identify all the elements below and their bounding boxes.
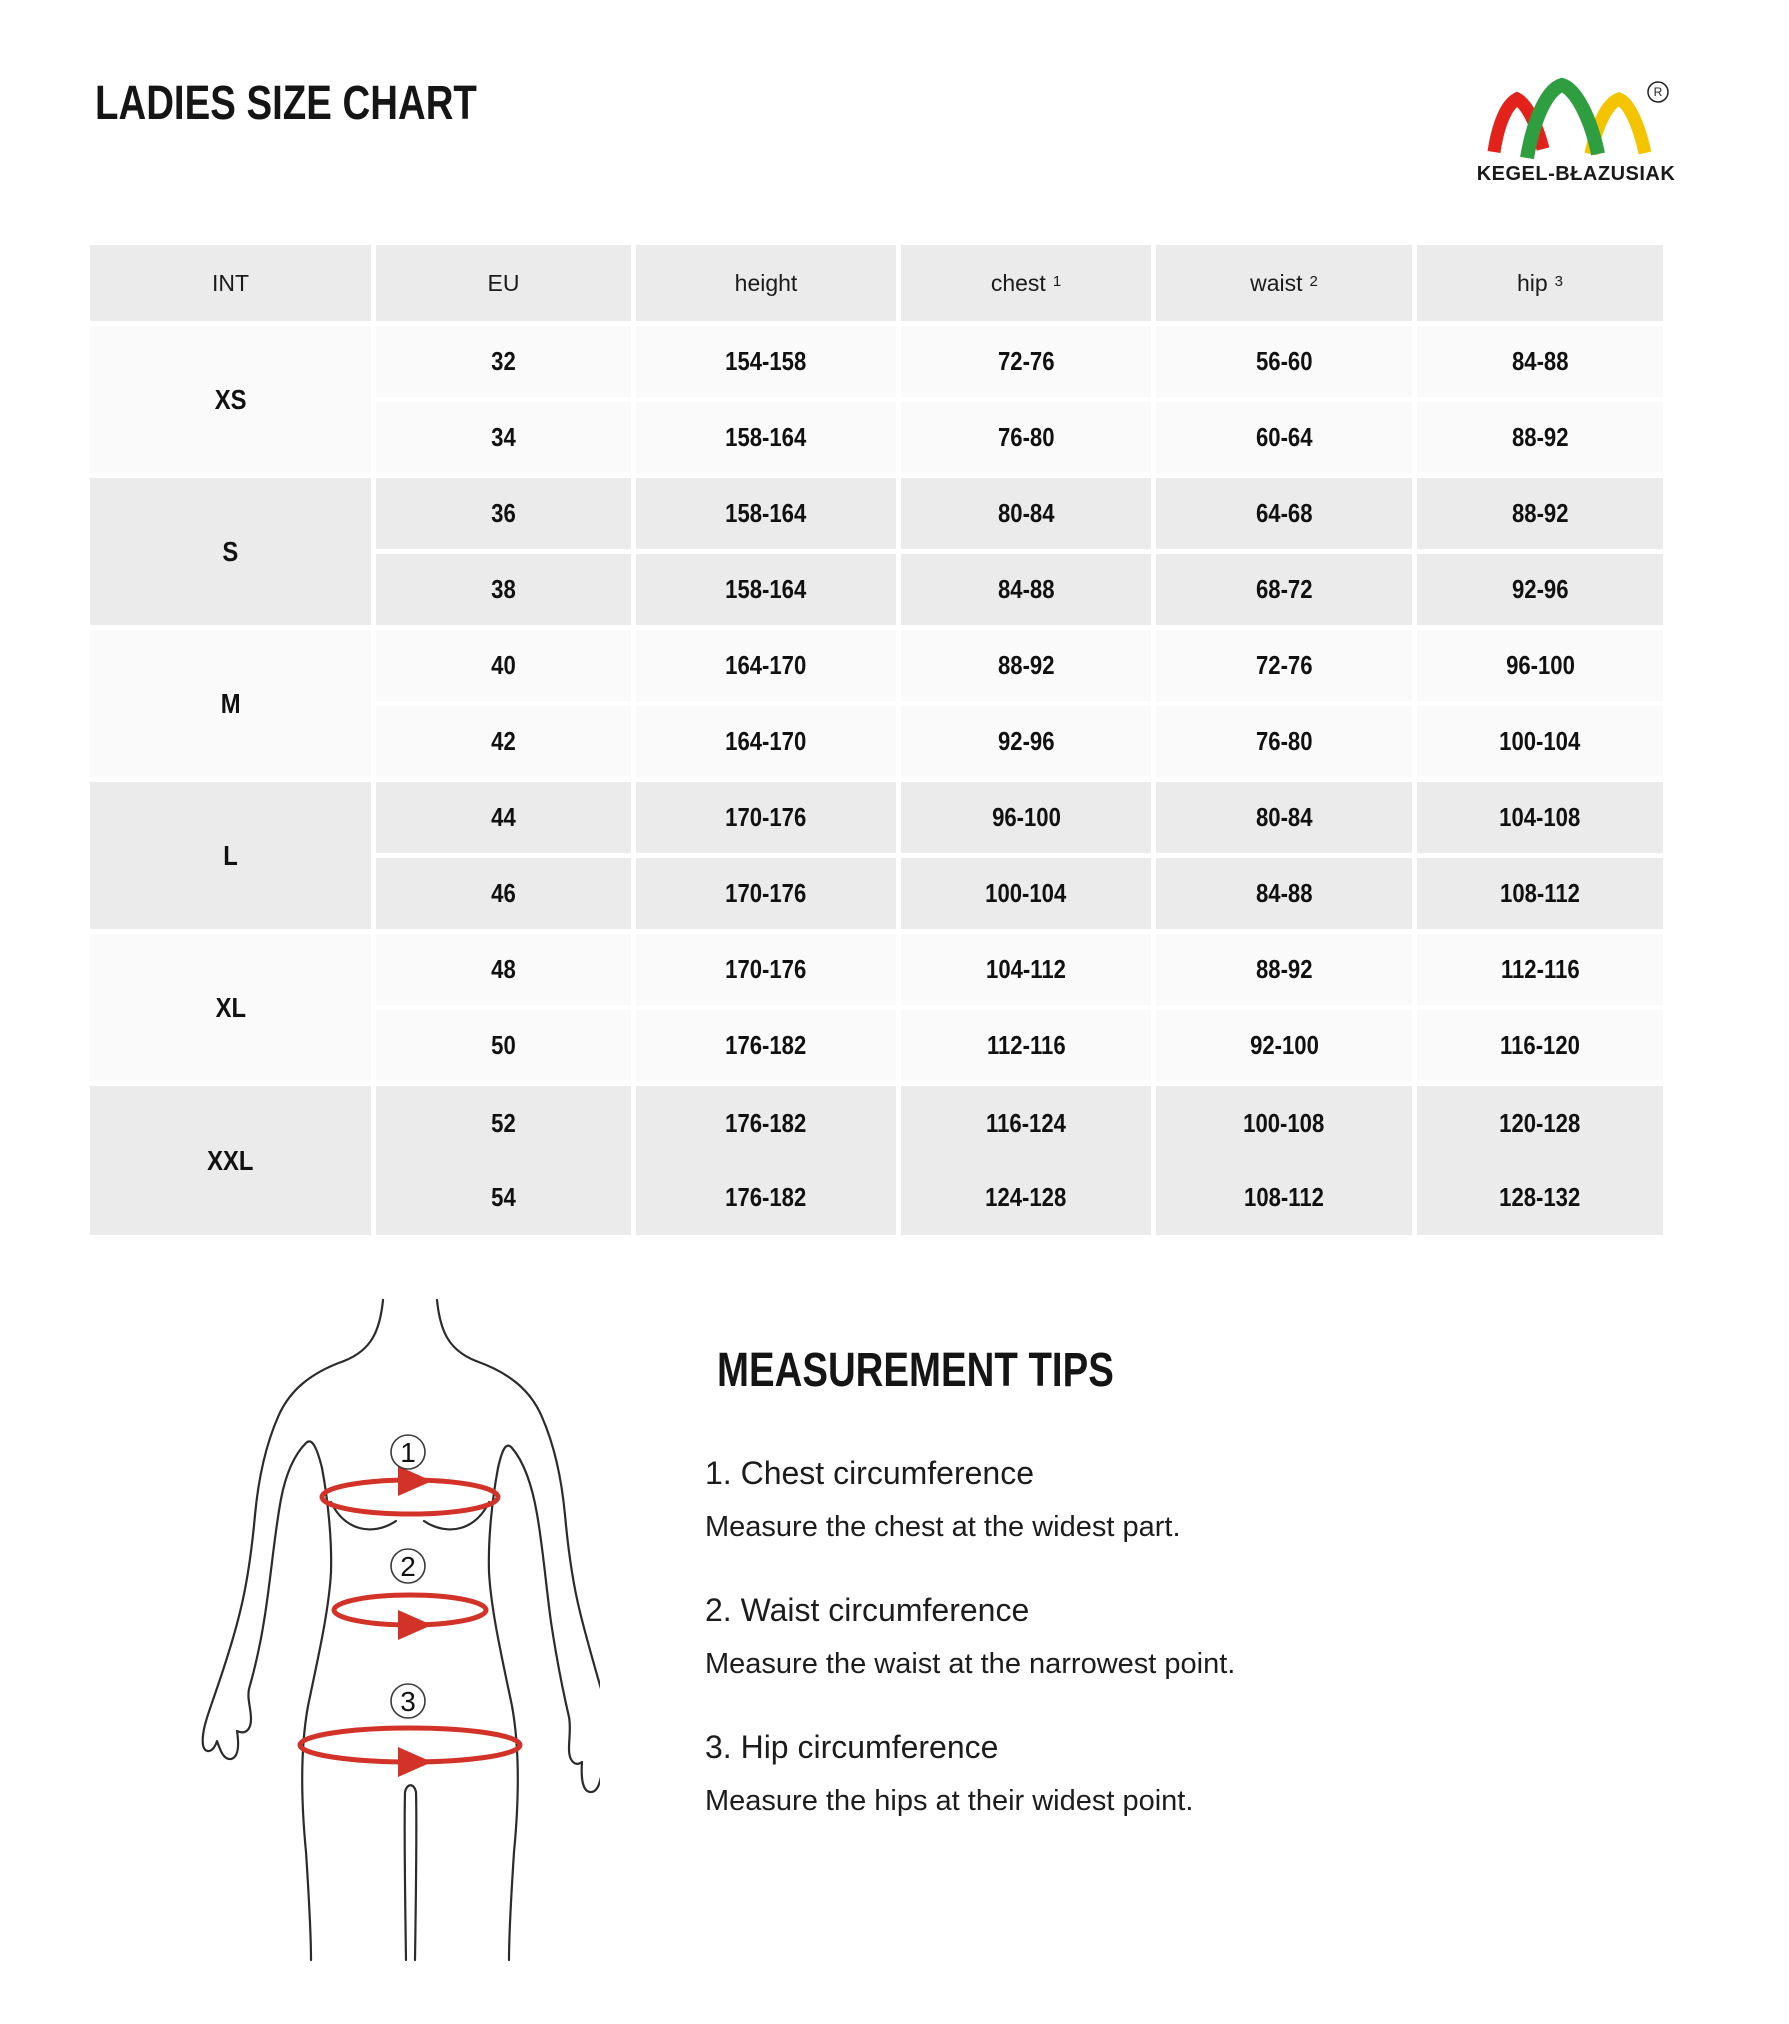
header-waist: waist $^2$ [1156,245,1412,321]
figure-neck-left-line [344,1300,383,1361]
size-group-m [90,630,1663,777]
size-value-cell: 100-108 [1156,1086,1412,1161]
size-value-cell: 170-176 [636,858,896,929]
hip-band-arrow-icon [398,1747,432,1777]
tip-chest-title: 1. Chest circumference [705,1455,1035,1491]
size-value-cell: 80-84 [901,478,1151,549]
size-value-cell: 84-88 [1417,326,1663,397]
size-value-cell: 104-108 [1417,782,1663,853]
size-group-xl [90,934,1663,1081]
page-title-text: LADIES SIZE CHART [95,77,477,130]
size-value-cell: 46 [376,858,631,929]
column-EU [376,1086,631,1235]
column-waist [1156,326,1412,473]
size-value-cell: 72-76 [1156,630,1412,701]
size-value-cell: 100-104 [1417,706,1663,777]
header-hip: hip $^3$ [1417,245,1663,321]
column-EU [376,782,631,929]
size-value-cell: 120-128 [1417,1086,1663,1161]
size-value-cell: 34 [376,402,631,473]
figure-left-arm-line [203,1361,344,1759]
size-group-l [90,782,1663,929]
header-eu: EU [376,245,631,321]
figure-inner-legs-line [405,1785,417,1960]
size-value-cell: 92-96 [901,706,1151,777]
size-table-body [90,326,1663,1235]
size-value-cell: 170-176 [636,934,896,1005]
column-EU [376,934,631,1081]
marker-1-label: 1 [400,1437,416,1468]
column-height [636,326,896,473]
column-hip [1417,478,1663,625]
size-value-cell: 96-100 [901,782,1151,853]
int-size-cell: S [90,478,371,625]
size-value-cell: 56-60 [1156,326,1412,397]
size-value-cell: 38 [376,554,631,625]
column-chest [901,782,1151,929]
column-hip [1417,1086,1663,1235]
chest-band-arrow-icon [398,1466,432,1496]
column-hip [1417,782,1663,929]
column-EU [376,326,631,473]
registered-mark-letter: R [1653,85,1663,99]
size-value-cell: 44 [376,782,631,853]
column-waist [1156,782,1412,929]
size-value-cell: 108-112 [1417,858,1663,929]
size-value-cell: 158-164 [636,402,896,473]
size-value-cell: 170-176 [636,782,896,853]
int-size-cell: M [90,630,371,777]
body-measurement-diagram [120,1290,600,1980]
column-hip [1417,934,1663,1081]
column-hip [1417,630,1663,777]
tip-hip-title: 3. Hip circumference [705,1729,999,1765]
size-value-cell: 108-112 [1156,1161,1412,1236]
int-size-cell: XS [90,326,371,473]
brand-logo [1448,55,1698,190]
tip-hip-description: Measure the hips at their widest point. [705,1785,1194,1817]
tip-waist-description: Measure the waist at the narrowest point. [705,1648,1236,1680]
figure-neck-right-line [437,1300,476,1361]
header-height: height [636,245,896,321]
size-value-cell: 50 [376,1010,631,1081]
header-chest: chest $^1$ [901,245,1151,321]
size-value-cell: 36 [376,478,631,549]
waist-band-arrow-icon [398,1610,432,1640]
size-value-cell: 88-92 [1417,402,1663,473]
size-value-cell: 88-92 [1156,934,1412,1005]
size-value-cell: 158-164 [636,554,896,625]
column-chest [901,630,1151,777]
size-value-cell: 92-100 [1156,1010,1412,1081]
size-value-cell: 54 [376,1161,631,1236]
size-value-cell: 84-88 [901,554,1151,625]
size-value-cell: 128-132 [1417,1161,1663,1236]
size-value-cell: 176-182 [636,1010,896,1081]
column-EU [376,630,631,777]
size-value-cell: 104-112 [901,934,1151,1005]
size-value-cell: 42 [376,706,631,777]
size-group-xxl [90,1086,1663,1235]
size-table [90,245,1663,1235]
size-value-cell: 76-80 [901,402,1151,473]
int-size-cell: L [90,782,371,929]
size-value-cell: 116-124 [901,1086,1151,1161]
size-value-cell: 88-92 [1417,478,1663,549]
figure-right-arm-line [476,1361,600,1792]
size-value-cell: 92-96 [1417,554,1663,625]
size-value-cell: 48 [376,934,631,1005]
marker-2-label: 2 [400,1551,416,1582]
size-value-cell: 100-104 [901,858,1151,929]
size-value-cell: 60-64 [1156,402,1412,473]
column-chest [901,478,1151,625]
page-title [95,77,572,130]
size-value-cell: 96-100 [1417,630,1663,701]
size-value-cell: 116-120 [1417,1010,1663,1081]
column-waist [1156,630,1412,777]
column-EU [376,478,631,625]
size-group-xs [90,326,1663,473]
size-value-cell: 164-170 [636,706,896,777]
column-waist [1156,478,1412,625]
figure-left-torso-line [302,1468,331,1960]
column-height [636,478,896,625]
brand-wordmark: KEGEL-BŁAZUSIAK [1476,163,1676,185]
size-value-cell: 124-128 [901,1161,1151,1236]
size-value-cell: 76-80 [1156,706,1412,777]
size-value-cell: 112-116 [1417,934,1663,1005]
size-value-cell: 32 [376,326,631,397]
column-height [636,782,896,929]
size-value-cell: 154-158 [636,326,896,397]
size-value-cell: 88-92 [901,630,1151,701]
size-value-cell: 72-76 [901,326,1151,397]
tip-chest-description: Measure the chest at the widest part. [705,1511,1181,1543]
header-chest-footnote: 1 [1052,272,1062,290]
size-value-cell: 80-84 [1156,782,1412,853]
size-value-cell: 112-116 [901,1010,1151,1081]
header-hip-footnote: 3 [1554,272,1564,290]
size-value-cell: 84-88 [1156,858,1412,929]
marker-3-label: 3 [400,1686,416,1717]
header-waist-footnote: 2 [1309,272,1318,290]
size-group-s [90,478,1663,625]
size-value-cell: 176-182 [636,1086,896,1161]
column-waist [1156,1086,1412,1235]
size-value-cell: 164-170 [636,630,896,701]
column-hip [1417,326,1663,473]
column-height [636,934,896,1081]
size-value-cell: 158-164 [636,478,896,549]
size-value-cell: 64-68 [1156,478,1412,549]
column-waist [1156,934,1412,1081]
column-height [636,630,896,777]
figure-right-torso-line [489,1468,518,1960]
column-chest [901,1086,1151,1235]
size-table-header [90,245,1663,321]
size-value-cell: 40 [376,630,631,701]
header-int: INT [90,245,371,321]
size-value-cell: 68-72 [1156,554,1412,625]
column-chest [901,934,1151,1081]
int-size-cell: XL [90,934,371,1081]
size-value-cell: 52 [376,1086,631,1161]
measurement-tips-section [705,1344,1465,1868]
tip-waist-title: 2. Waist circumference [705,1592,1030,1628]
column-height [636,1086,896,1235]
column-chest [901,326,1151,473]
size-value-cell: 176-182 [636,1161,896,1236]
int-size-cell: XXL [90,1086,371,1235]
measurement-tips-heading: MEASUREMENT TIPS [717,1344,1114,1397]
